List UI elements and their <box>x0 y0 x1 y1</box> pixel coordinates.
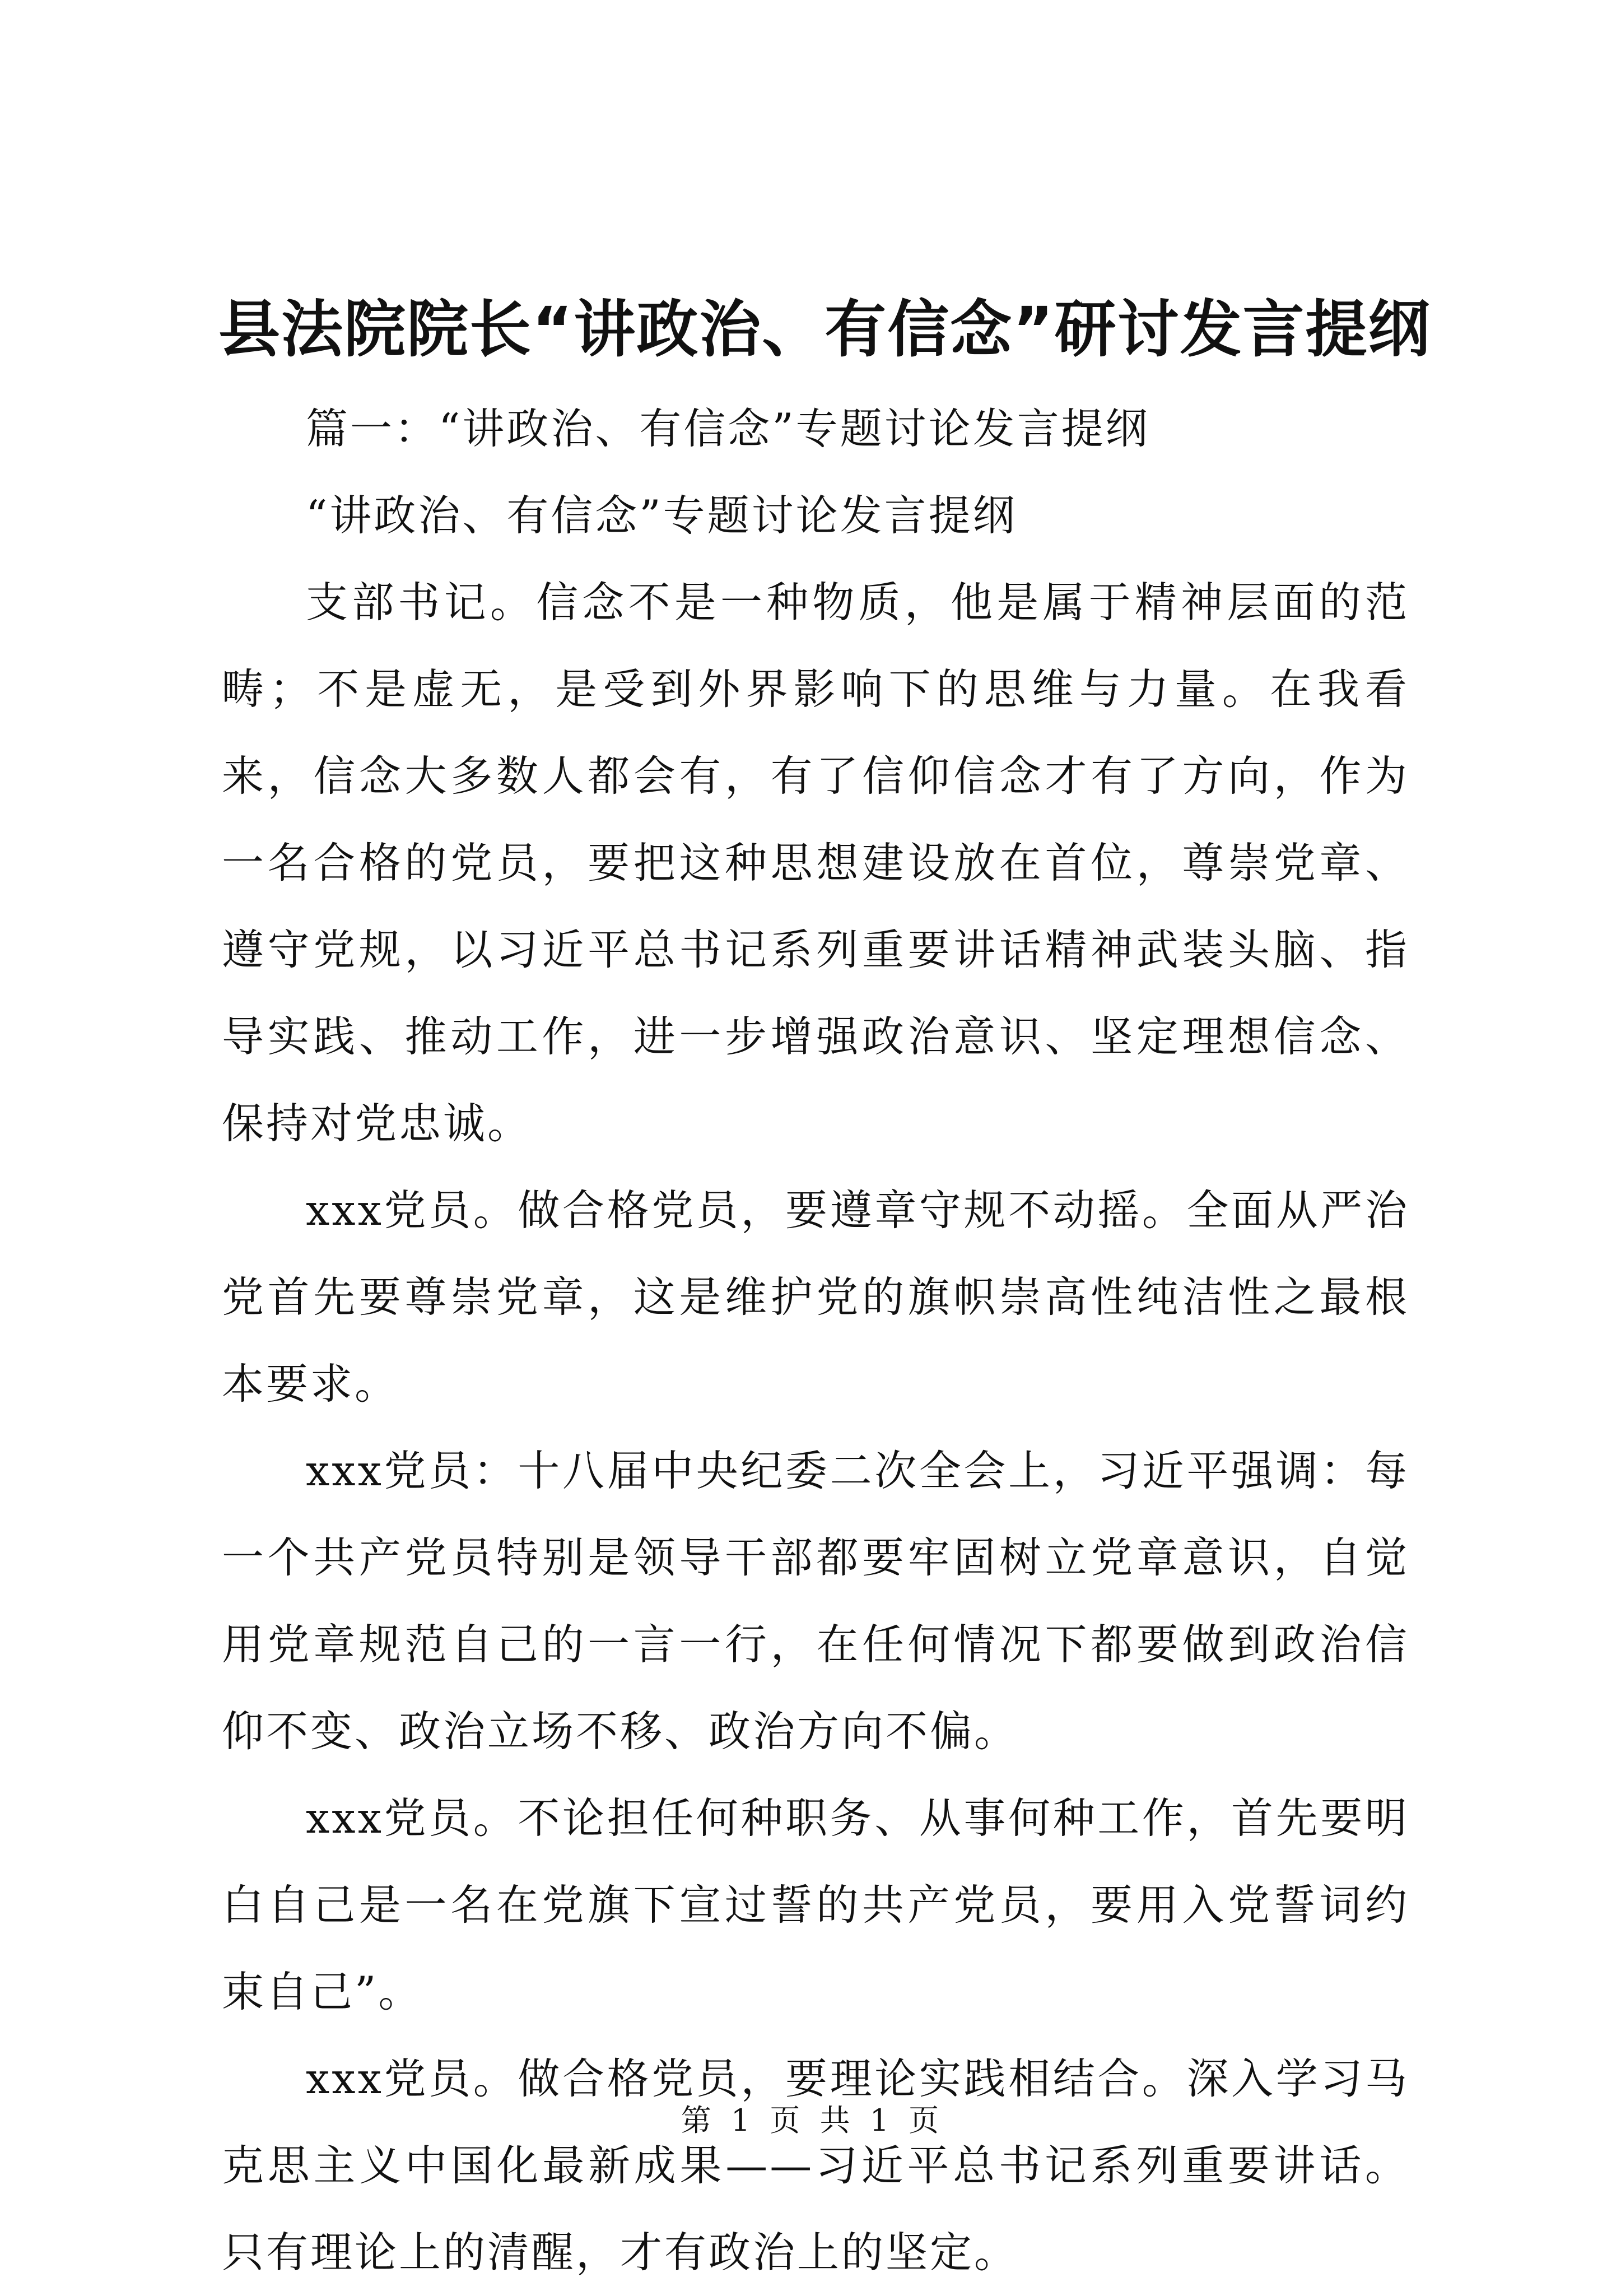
page-footer: 第 1 页 共 1 页 <box>681 2103 940 2138</box>
paragraph: xxx党员：十八届中央纪委二次全会上，习近平强调：每一个共产党员特别是领导干部都要牢固树立党章意识，自觉用党章规范自己的一言一行，在任何情况下都要做到政治信仰不变、政治立场不移、政治方向不偏。 <box>222 1446 1409 1756</box>
section-heading: 篇一：“讲政治、有信念”专题讨论发言提纲 <box>306 404 1150 453</box>
paragraph: xxx党员。不论担任何种职务、从事何种工作，首先要明白自己是一名在党旗下宣过誓的共产党员，要用入党誓词约束自己”。 <box>222 1793 1409 2016</box>
paragraph: xxx党员。做合格党员，要遵章守规不动摇。全面从严治党首先要尊崇党章，这是维护党的旗帜崇高性纯洁性之最根本要求。 <box>222 1186 1409 1409</box>
paragraph: xxx党员。做合格党员，要理论实践相结合。深入学习马克思主义中国化最新成果——习近平总书记系列重要讲话。只有理论上的清醒，才有政治上的坚定。 <box>222 2054 1409 2277</box>
document-title: 县法院院长“讲政治、有信念”研讨发言提纲 <box>218 294 1431 365</box>
subheading: “讲政治、有信念”专题讨论发言提纲 <box>306 491 1017 540</box>
paragraph: 支部书记。信念不是一种物质，他是属于精神层面的范畴；不是虚无，是受到外界影响下的思维与力量。在我看来，信念大多数人都会有，有了信仰信念才有了方向，作为一名合格的党员，要把这种思想建设放在首位，尊崇党章、遵守党规，以习近平总书记系列重要讲话精神武装头脑、指导实践、推动工作，进一步增强政治意识、坚定理想信念、保持对党忠诚。 <box>222 578 1409 1148</box>
document-body <box>222 385 1409 2296</box>
